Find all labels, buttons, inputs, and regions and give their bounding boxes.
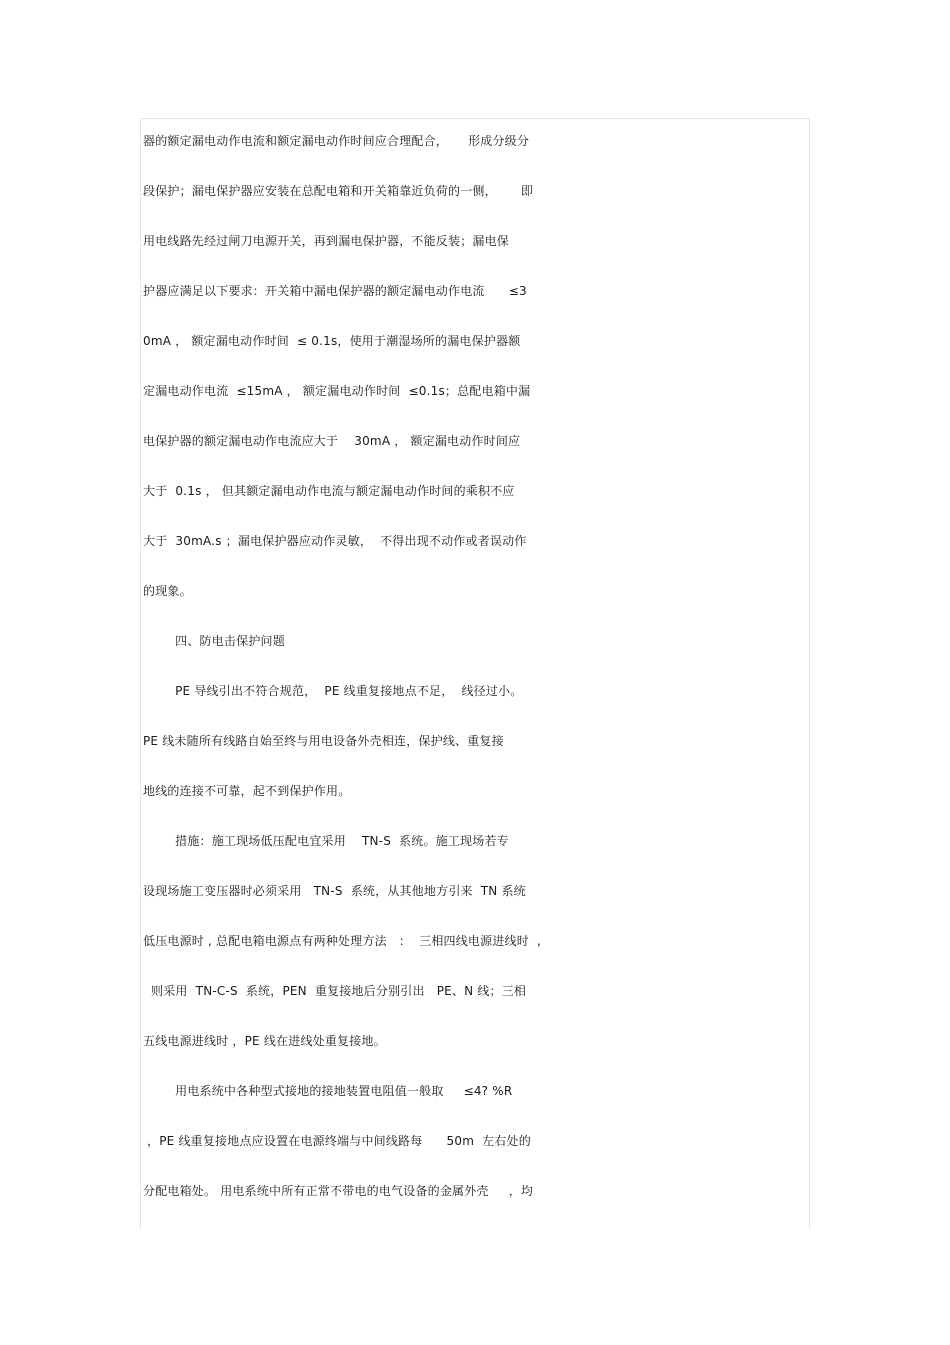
- text-line: 段保护；漏电保护器应安装在总配电箱和开关箱靠近负荷的一侧， 即: [143, 184, 534, 198]
- text-line: 用电线路先经过闸刀电源开关，再到漏电保护器，不能反装；漏电保: [143, 234, 510, 248]
- text-line: PE 导线引出不符合规范， PE 线重复接地点不足， 线径过小。: [143, 684, 523, 698]
- text-line: 的现象。: [143, 584, 192, 598]
- text-line: 分配电箱处。 用电系统中所有正常不带电的电气设备的金属外壳 ，均: [143, 1184, 534, 1198]
- text-line: 定漏电动作电流 ≤15mA ， 额定漏电动作时间 ≤0.1s；总配电箱中漏: [143, 384, 531, 398]
- text-line: 大于 30mA.s ；漏电保护器应动作灵敏， 不得出现不动作或者误动作: [143, 534, 527, 548]
- text-line: 0mA ， 额定漏电动作时间 ≤ 0.1s，使用于潮湿场所的漏电保护器额: [143, 334, 521, 348]
- text-line: 措施：施工现场低压配电宜采用 TN-S 系统。施工现场若专: [143, 834, 509, 848]
- text-line: 地线的连接不可靠，起不到保护作用。: [143, 784, 351, 798]
- text-line: 五线电源进线时 ，PE 线在进线处重复接地。: [143, 1034, 386, 1048]
- section-heading: 四、防电击保护问题: [143, 634, 285, 648]
- text-line: 电保护器的额定漏电动作电流应大于 30mA ， 额定漏电动作时间应: [143, 434, 521, 448]
- text-line: 则采用 TN-C-S 系统，PEN 重复接地后分别引出 PE、N 线；三相: [143, 984, 527, 998]
- text-line: 设现场施工变压器时必须采用 TN-S 系统，从其他地方引来 TN 系统: [143, 884, 526, 898]
- text-line: 用电系统中各种型式接地的接地装置电阻值一般取 ≤4? %R: [143, 1084, 513, 1098]
- text-line: ，PE 线重复接地点应设置在电源终端与中间线路每 50m 左右处的: [143, 1134, 531, 1148]
- text-line: 低压电源时 , 总配电箱电源点有两种处理方法 ： 三相四线电源进线时 ,: [143, 934, 541, 948]
- text-line: PE 线未随所有线路自始至终与用电设备外壳相连，保护线、重复接: [143, 734, 504, 748]
- text-line: 器的额定漏电动作电流和额定漏电动作时间应合理配合， 形成分级分: [143, 134, 530, 148]
- text-line: 护器应满足以下要求：开关箱中漏电保护器的额定漏电动作电流 ≤3: [143, 284, 527, 298]
- text-line: 大于 0.1s ， 但其额定漏电动作电流与额定漏电动作时间的乘积不应: [143, 484, 515, 498]
